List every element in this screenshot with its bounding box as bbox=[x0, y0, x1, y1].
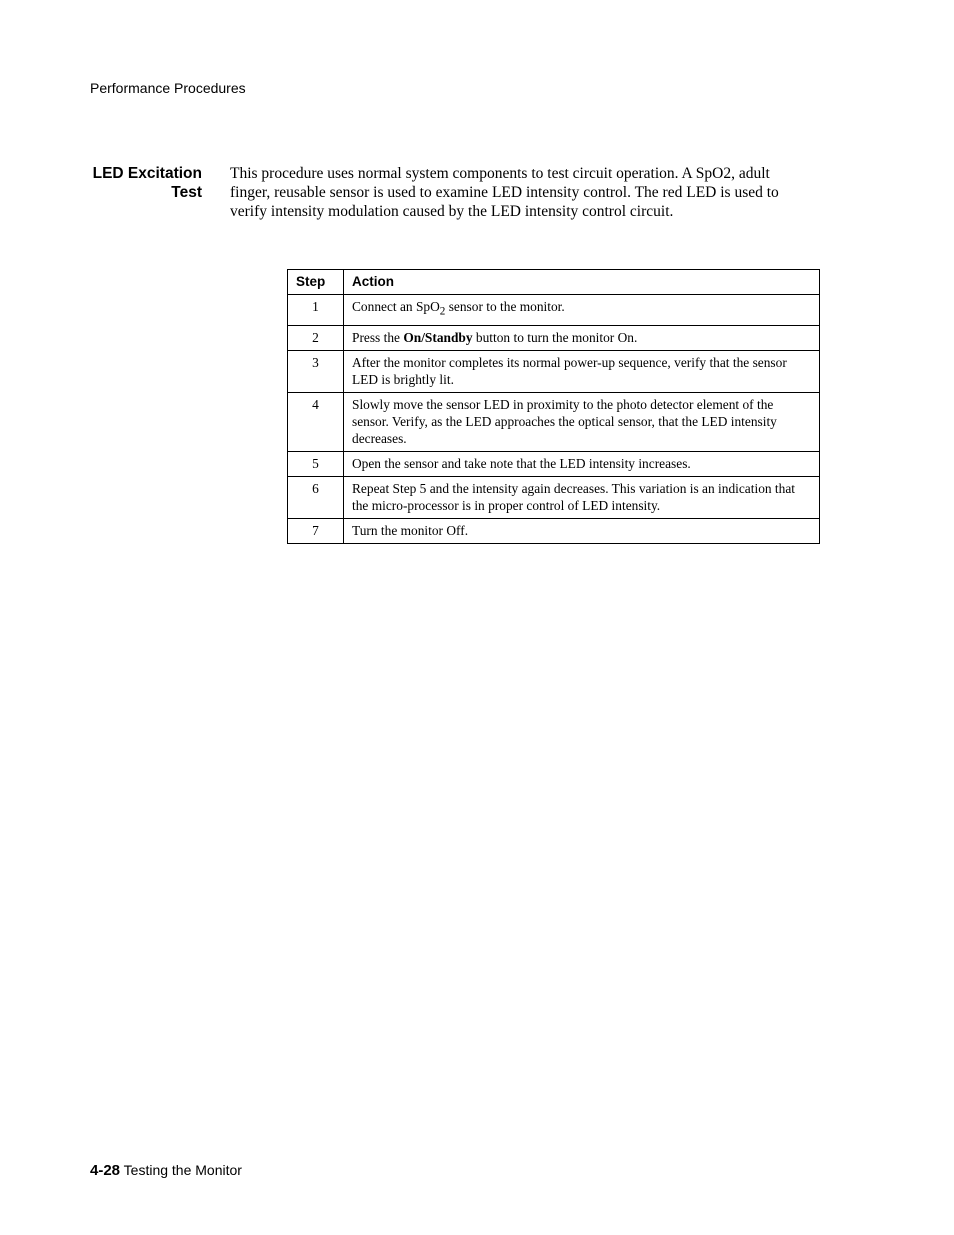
step-action: Slowly move the sensor LED in proximity to the photo detector element of the sensor. Verify, as the LED approaches the optical sensor, that the LED intensity decreases. bbox=[344, 392, 820, 451]
column-header-action: Action bbox=[344, 270, 820, 295]
section-title bbox=[60, 164, 202, 202]
step-number: 5 bbox=[288, 451, 344, 476]
table-row bbox=[288, 295, 820, 326]
running-header: Performance Procedures bbox=[90, 80, 246, 96]
action-text: Connect an SpO bbox=[352, 299, 440, 314]
step-number: 6 bbox=[288, 476, 344, 518]
action-text: button to turn the monitor On. bbox=[472, 329, 638, 345]
step-number: 4 bbox=[288, 392, 344, 451]
step-action bbox=[344, 325, 820, 350]
table-row bbox=[288, 392, 820, 451]
table-row bbox=[288, 325, 820, 350]
step-number: 2 bbox=[288, 325, 344, 350]
page-footer bbox=[90, 1162, 242, 1179]
intro-paragraph: This procedure uses normal system components to test circuit operation. A SpO2, adult finger, reusable sensor is used to examine LED intensity control. The red LED is used to verify intensity modulation caused by the LED intensity control circuit. bbox=[230, 165, 779, 220]
procedure-table bbox=[287, 269, 820, 544]
step-action: Repeat Step 5 and the intensity again decreases. This variation is an indication that the micro-processor is in proper control of LED intensity. bbox=[344, 476, 820, 518]
step-action: Turn the monitor Off. bbox=[344, 518, 820, 543]
step-action: Open the sensor and take note that the LED intensity increases. bbox=[344, 451, 820, 476]
section-title-line-2: Test bbox=[171, 184, 202, 201]
step-action: After the monitor completes its normal power-up sequence, verify that the sensor LED is brightly lit. bbox=[344, 350, 820, 392]
step-number: 7 bbox=[288, 518, 344, 543]
step-action bbox=[344, 295, 820, 326]
step-number: 3 bbox=[288, 350, 344, 392]
table-row bbox=[288, 451, 820, 476]
table-row bbox=[288, 476, 820, 518]
action-text: Press the bbox=[352, 329, 404, 345]
action-text: sensor to the monitor. bbox=[445, 299, 565, 314]
button-name-text: On/Standby bbox=[403, 329, 473, 345]
subscript-text: 2 bbox=[439, 305, 446, 318]
column-header-step: Step bbox=[288, 270, 344, 295]
page-number: 4-28 bbox=[90, 1162, 121, 1179]
table-row bbox=[288, 518, 820, 543]
table-header-row bbox=[288, 270, 820, 295]
table-row bbox=[288, 350, 820, 392]
section-title-line-1: LED Excitation bbox=[92, 165, 202, 182]
step-number: 1 bbox=[288, 295, 344, 326]
chapter-title: Testing the Monitor bbox=[120, 1162, 242, 1178]
